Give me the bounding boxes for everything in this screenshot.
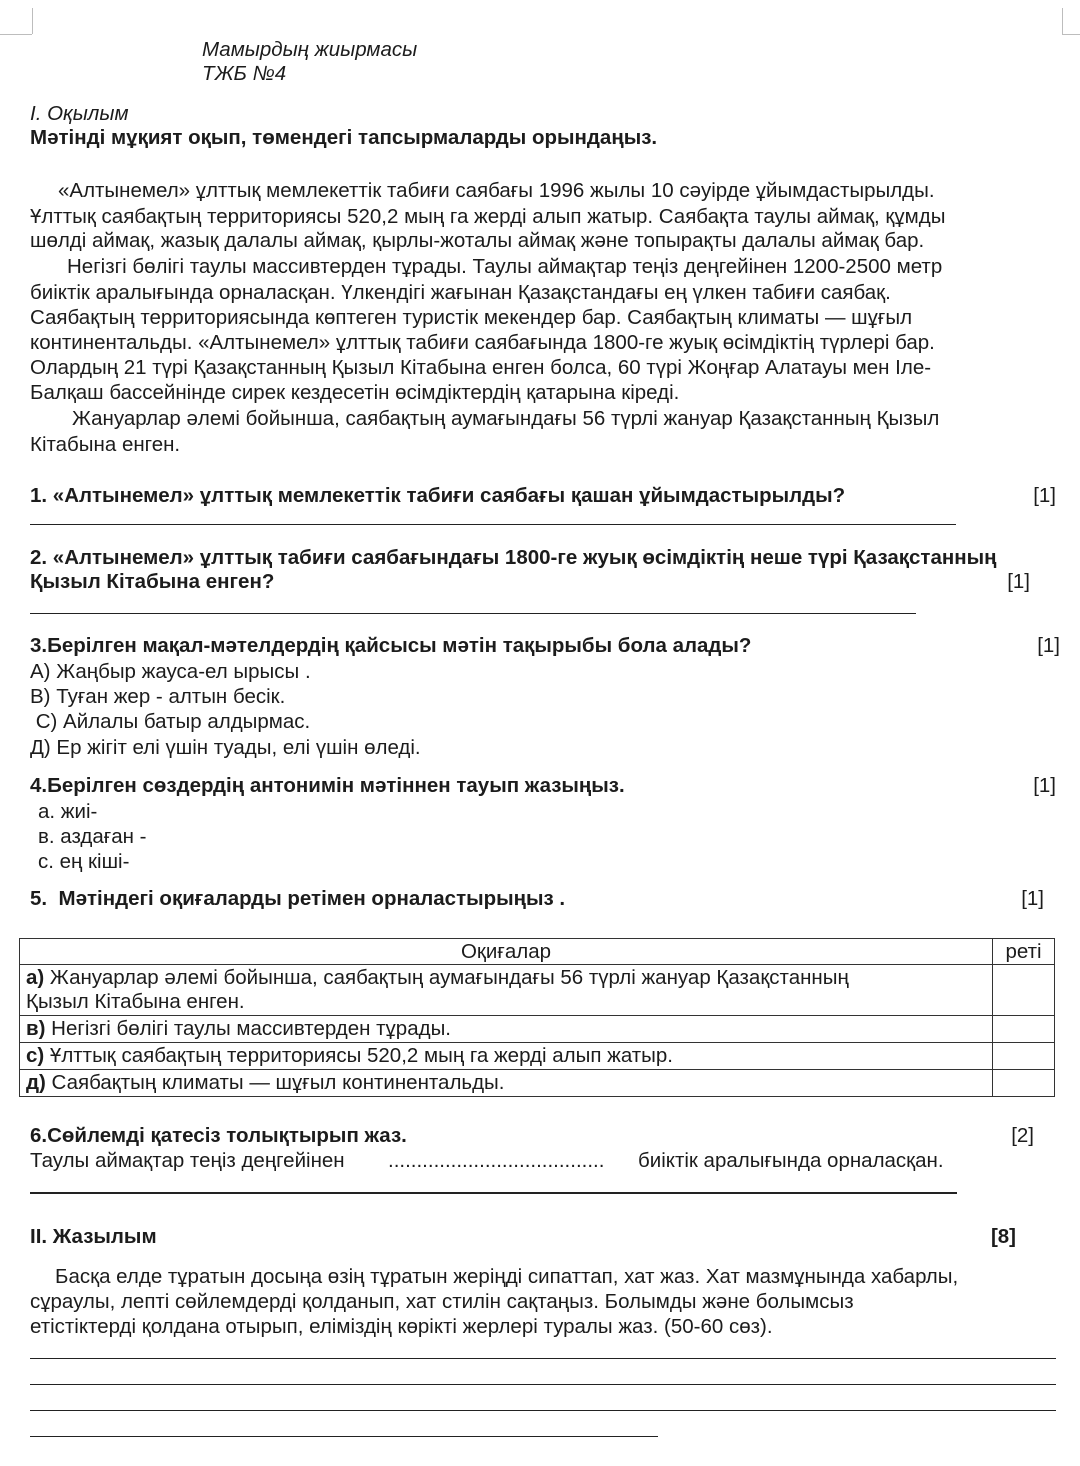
- crop-mark-top-left: [0, 34, 32, 35]
- section-reading-title: I. Оқылым: [30, 102, 129, 125]
- answer-line-2[interactable]: [30, 613, 916, 614]
- question-6-sentence-end: биіктік аралығында орналасқан.: [638, 1149, 944, 1172]
- passage-line: Негізгі бөлігі таулы массивтерден тұрады. Таулы аймақтар теңіз деңгейінен 1200-2500 метр: [67, 255, 943, 278]
- answer-line-1[interactable]: [30, 524, 956, 525]
- table-header-order: реті: [993, 939, 1055, 965]
- table-row: [20, 1016, 1055, 1043]
- writing-task-line: етістіктерді қолдана отырып, еліміздің көрікті жерлері туралы жаз. (50-60 сөз).: [30, 1315, 773, 1338]
- header-date: Мамырдың жиырмасы: [202, 38, 418, 61]
- question-6: 6.Сөйлемді қатесіз толықтырып жаз.: [30, 1124, 407, 1147]
- event-cell: [20, 1070, 993, 1097]
- event-text: Ұлттық саябақтың территориясы 520,2 мың га жерді алып жатыр.: [44, 1044, 674, 1067]
- passage-line: континентальды. «Алтынемел» ұлттық табиғи саябағында 1800-ге жуық өсімдіктің түрлері бар.: [30, 331, 935, 354]
- question-5-points: [1]: [1021, 887, 1044, 910]
- writing-task-line: сұраулы, лепті сөйлемдерді қолданып, хат стилін сақтаңыз. Болымды және болымсыз: [30, 1290, 854, 1313]
- question-6-dots-blank[interactable]: ......................................: [388, 1149, 605, 1172]
- question-2-line-1: 2. «Алтынемел» ұлттық табиғи саябағындағы 1800-ге жуық өсімдіктің неше түрі Қазақстанның: [30, 546, 997, 569]
- writing-task-line: Басқа елде тұратын досыңа өзің тұратын жеріңді сипаттап, хат жаз. Хат мазмұнында хабарлы,: [55, 1265, 959, 1288]
- order-input-cell[interactable]: [993, 1070, 1055, 1097]
- question-5: 5. Мәтіндегі оқиғаларды ретімен орналастырыңыз .: [30, 887, 566, 910]
- writing-answer-line[interactable]: [30, 1410, 1056, 1411]
- event-cell: [20, 1043, 993, 1070]
- event-cell: [20, 965, 993, 1016]
- question-1: 1. «Алтынемел» ұлттық мемлекеттік табиғи саябағы қашан ұйымдастырылды?: [30, 484, 846, 507]
- table-header-events: Оқиғалар: [20, 939, 993, 965]
- event-text-continued: Қызыл Кітабына енген.: [26, 990, 245, 1013]
- order-input-cell[interactable]: [993, 1016, 1055, 1043]
- question-3-option-c[interactable]: С) Айлалы батыр алдырмас.: [30, 710, 311, 733]
- passage-line: «Алтынемел» ұлттық мемлекеттік табиғи саябағы 1996 жылы 10 сәуірде ұйымдастырылды.: [58, 179, 935, 202]
- passage-line: Жануарлар әлемі бойынша, саябақтың аумағындағы 56 түрлі жануар Қазақстанның Қызыл: [72, 407, 940, 430]
- question-6-points: [2]: [1011, 1124, 1034, 1147]
- event-text: Саябақтың климаты — шұғыл континентальды.: [45, 1071, 505, 1094]
- question-4-item-a: а. жиі-: [38, 800, 98, 823]
- question-2-line-2: Қызыл Кітабына енген?: [30, 570, 275, 593]
- passage-line: Ұлттық саябақтың территориясы 520,2 мың га жерді алып жатыр. Саябақта таулы аймақ, құмды: [30, 205, 946, 228]
- question-3: 3.Берілген мақал-мәтелдердің қайсысы мәтін тақырыбы бола алады?: [30, 634, 752, 657]
- passage-line: шөлді аймақ, жазық далалы аймақ, қырлы-жоталы аймақ және топырақты далалы аймақ бар.: [30, 229, 925, 252]
- passage-line: Олардың 21 түрі Қазақстанның Қызыл Кітабына енген болса, 60 түрі Жоңғар Алатауы мен Іле-: [30, 356, 932, 379]
- crop-mark-top-right: [1062, 34, 1080, 35]
- order-input-cell[interactable]: [993, 965, 1055, 1016]
- event-cell: [20, 1016, 993, 1043]
- order-input-cell[interactable]: [993, 1043, 1055, 1070]
- writing-answer-line[interactable]: [30, 1384, 1056, 1385]
- question-1-points: [1]: [1033, 484, 1056, 507]
- question-3-option-a[interactable]: А) Жаңбыр жауса-ел ырысы .: [30, 660, 311, 683]
- event-letter: д): [26, 1071, 46, 1094]
- table-row: [20, 1070, 1055, 1097]
- passage-line: Саябақтың территориясында көптеген туристік мекендер бар. Саябақтың климаты — шұғыл: [30, 306, 913, 329]
- table-header-row: [20, 939, 1055, 965]
- section-writing-points: [8]: [990, 1225, 1016, 1248]
- crop-mark-top-right-vertical: [1062, 8, 1063, 34]
- question-4: 4.Берілген сөздердің антонимін мәтіннен тауып жазыңыз.: [30, 774, 625, 797]
- question-4-item-c: с. ең кіші-: [38, 850, 130, 873]
- writing-answer-line[interactable]: [30, 1358, 1056, 1359]
- passage-line: Кітабына енген.: [30, 433, 181, 456]
- writing-answer-line[interactable]: [30, 1436, 658, 1437]
- question-3-points: [1]: [1037, 634, 1060, 657]
- question-4-points: [1]: [1033, 774, 1056, 797]
- passage-line: Балқаш бассейнінде сирек кездесетін өсімдіктердің қатарына кіреді.: [30, 381, 680, 404]
- crop-mark-top-left-vertical: [32, 8, 33, 34]
- question-2-points: [1]: [1007, 570, 1030, 593]
- question-4-item-b: в. аздаған -: [38, 825, 147, 848]
- event-letter: а): [26, 966, 45, 989]
- events-table: [19, 938, 1055, 1097]
- table-row: [20, 965, 1055, 1016]
- question-3-option-d[interactable]: Д) Ер жігіт елі үшін туады, елі үшін өледі.: [30, 736, 421, 759]
- event-letter: в): [26, 1017, 46, 1040]
- event-text: Негізгі бөлігі таулы массивтерден тұрады.: [45, 1017, 451, 1040]
- section-writing-title: II. Жазылым: [30, 1225, 157, 1248]
- passage-line: биіктік аралығында орналасқан. Үлкендігі жағынан Қазақстандағы ең үлкен табиғи саябақ.: [30, 281, 891, 304]
- answer-line-6[interactable]: [30, 1192, 957, 1194]
- event-text: Жануарлар әлемі бойынша, саябақтың аумағындағы 56 түрлі жануар Қазақстанның: [44, 966, 849, 989]
- question-6-sentence-start: Таулы аймақтар теңіз деңгейінен: [30, 1149, 345, 1172]
- question-3-option-b[interactable]: В) Туған жер - алтын бесік.: [30, 685, 286, 708]
- table-row: [20, 1043, 1055, 1070]
- header-test-number: ТЖБ №4: [202, 62, 287, 85]
- section-reading-instruction: Мәтінді мұқият оқып, төмендегі тапсырмаларды орындаңыз.: [30, 126, 658, 149]
- event-letter: с): [26, 1044, 45, 1067]
